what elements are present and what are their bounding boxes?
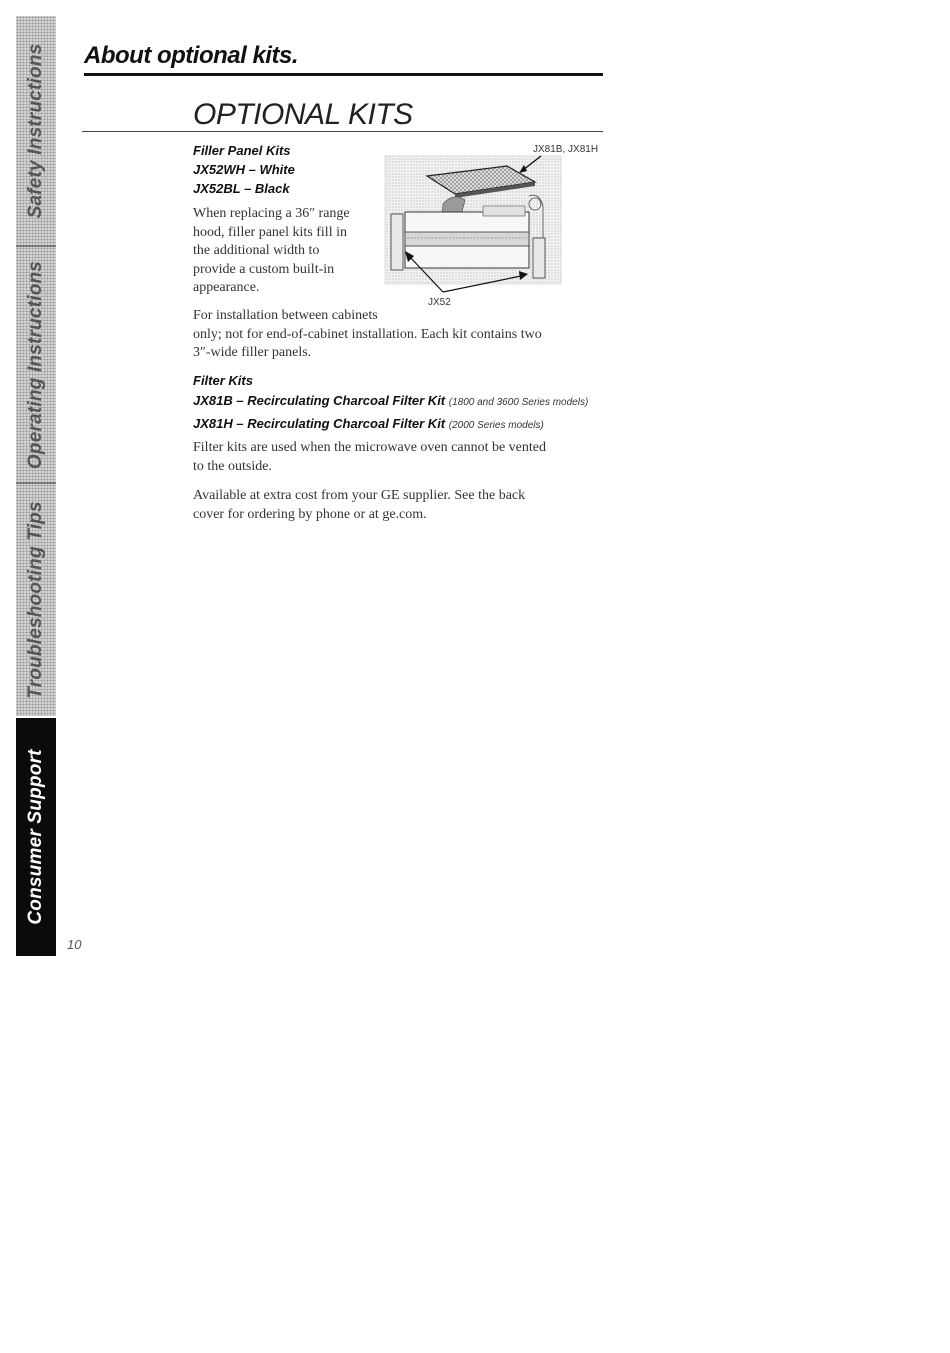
filter-kits-heading: Filter Kits — [193, 373, 253, 388]
tab-label: Troubleshooting Tips — [25, 501, 46, 699]
microwave-vent — [405, 232, 529, 246]
text-line: appearance. — [193, 280, 260, 295]
figure-label-filler: JX52 — [428, 297, 451, 308]
availability-note — [193, 487, 613, 524]
title-rule — [84, 73, 603, 76]
filler-panel-left — [391, 214, 403, 270]
text-line: 3″-wide filler panels. — [193, 345, 312, 360]
filler-installation-note — [193, 307, 613, 363]
kit-series-note: (1800 and 3600 Series models) — [448, 397, 589, 408]
microwave-kit-illustration — [383, 152, 563, 302]
text-line: to the outside. — [193, 458, 272, 474]
section-rule — [82, 131, 603, 132]
text-line: cover for ordering by phone or at ge.com. — [193, 506, 427, 522]
filler-kits-heading: Filler Panel Kits — [193, 143, 291, 158]
filler-kit-white: JX52WH – White — [193, 162, 295, 177]
filler-description — [193, 205, 383, 298]
kit-name: JX81B – Recirculating Charcoal Filter Kit — [193, 393, 446, 408]
page-number: 10 — [67, 937, 82, 952]
fan-housing — [483, 206, 525, 216]
filler-kit-black: JX52BL – Black — [193, 181, 290, 196]
side-tab-strip — [16, 16, 56, 956]
tab-label: Safety Instructions — [25, 43, 46, 218]
text-line: When replacing a 36″ range — [193, 206, 350, 221]
tab-label: Operating Instructions — [25, 260, 46, 469]
tab-consumer-support[interactable] — [16, 718, 56, 956]
kit-series-note: (2000 Series models) — [448, 420, 544, 431]
text-line: only; not for end-of-cabinet installation. Each kit contains two — [193, 326, 542, 342]
page-title: About optional kits. — [84, 42, 298, 69]
section-heading: OPTIONAL KITS — [193, 98, 413, 131]
tab-troubleshooting-tips[interactable] — [16, 484, 56, 716]
text-line: provide a custom built-in — [193, 261, 335, 277]
tab-label: Consumer Support — [25, 749, 46, 925]
text-line: For installation between cabinets — [193, 308, 378, 323]
filter-kit-jx81h — [193, 416, 544, 431]
text-line: Available at extra cost from your GE supplier. See the back — [193, 488, 526, 503]
text-line: the additional width to — [193, 243, 320, 258]
filter-description — [193, 439, 613, 476]
filler-panel-right — [533, 238, 545, 278]
text-line: Filter kits are used when the microwave oven cannot be vented — [193, 440, 546, 455]
text-line: hood, filler panel kits fill in — [193, 224, 347, 240]
filter-kit-jx81b — [193, 393, 588, 408]
figure-label-filter: JX81B, JX81H — [533, 144, 599, 155]
tab-operating-instructions[interactable] — [16, 247, 56, 482]
kit-name: JX81H – Recirculating Charcoal Filter Kit — [193, 416, 446, 431]
tab-safety-instructions[interactable] — [16, 16, 56, 245]
